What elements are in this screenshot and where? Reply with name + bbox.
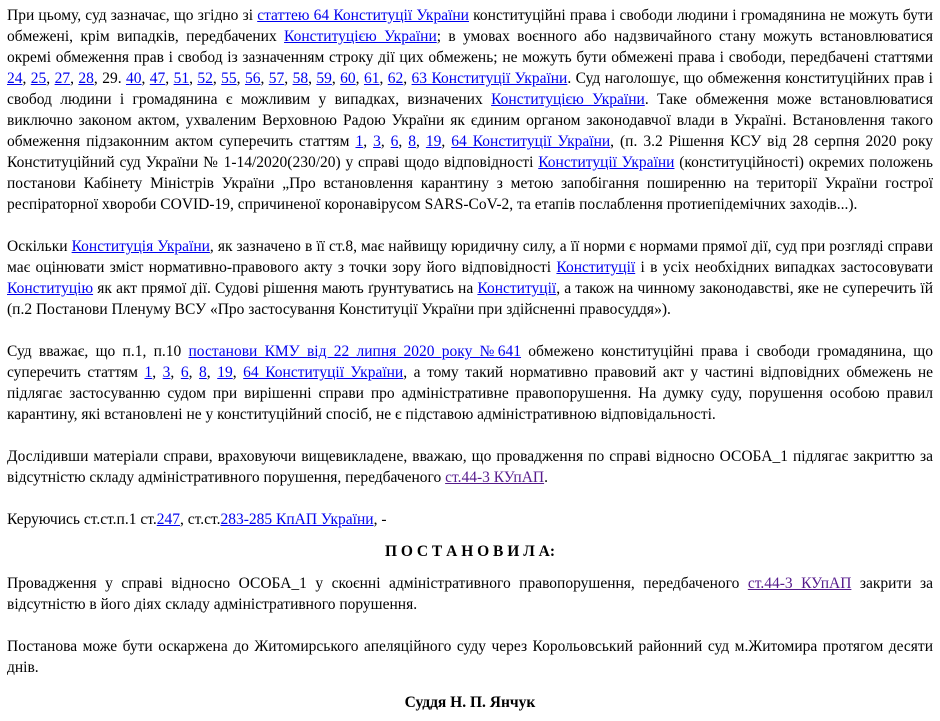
text-run: , <box>212 70 222 87</box>
text-run: як акт прямої дії. Судові рішення мають ґрунтуватись на <box>93 280 478 297</box>
statute-link[interactable]: 19 <box>425 133 442 150</box>
text-run: , - <box>373 511 387 528</box>
statute-link[interactable]: 51 <box>173 70 190 87</box>
text-run: , (п. 3.2 Рішення КСУ від 28 серпня 2020 року Конституційний суд України № 1-14/2020(230/20) у справі щодо відповідності <box>7 133 934 171</box>
statute-link[interactable]: 59 <box>316 70 332 87</box>
statute-link[interactable]: 6 <box>390 133 399 150</box>
statute-link[interactable]: 6 <box>180 364 189 381</box>
statute-link[interactable]: 64 Конституції України <box>451 133 611 150</box>
statute-link[interactable]: 47 <box>149 70 166 87</box>
text-run: , <box>284 70 293 87</box>
paragraph-legal-basis <box>7 509 933 530</box>
statute-link[interactable]: 3 <box>373 133 381 150</box>
statute-link[interactable]: 8 <box>199 364 207 381</box>
text-run: закрити за відсутністю в його діях складу адміністративного порушення. <box>7 575 933 613</box>
text-run: , <box>379 70 388 87</box>
statute-link[interactable]: 3 <box>162 364 171 381</box>
statute-link[interactable]: 27 <box>54 70 71 87</box>
text-run: , а також на чинному законодавстві, яке не суперечить їй (п.2 Постанови Пленуму ВСУ «Про застосування Конституції України при здійсненні правосуддя»). <box>7 280 933 318</box>
text-run: , <box>355 70 364 87</box>
paragraph-constitution-supremacy <box>7 236 933 320</box>
statute-link[interactable]: 55 <box>221 70 237 87</box>
text-run: . Таке обмеження може встановлюватися виключно законом актом, ухваленим Верховною Радою України як єдиним органом законодавчої влади в Україні. Встановлення такого обмеження підзаконним актом суперечить статтям <box>7 91 933 150</box>
text-run: Керуючись ст.ст.п.1 ст. <box>7 511 157 528</box>
paragraph-resolution-closure <box>7 573 933 615</box>
text-run: , <box>232 364 244 381</box>
text-run: , <box>260 70 269 87</box>
statute-link[interactable]: 8 <box>408 133 417 150</box>
text-run: обмежено конституційні права і свободи громадянина, що суперечить статтям <box>7 343 933 381</box>
text-run: , <box>403 70 412 87</box>
paragraph-constitutional-rights-limits <box>7 5 933 215</box>
judge-signature <box>7 692 933 713</box>
statute-link[interactable]: 19 <box>217 364 233 381</box>
text-run: , <box>46 70 55 87</box>
paragraph-case-closure-conclusion <box>7 446 933 488</box>
statute-link[interactable]: ст.44-3 КУпАП <box>747 575 852 592</box>
text-run: , <box>206 364 218 381</box>
statute-link[interactable]: 25 <box>30 70 47 87</box>
text-run: , <box>398 133 409 150</box>
statute-link[interactable]: 1 <box>144 364 153 381</box>
text-run: . Суд наголошує, що обмеження конституційних прав і свобод людини і громадянина є можливим у випадках, визначених <box>7 70 933 108</box>
statute-link[interactable]: ст.44-3 КУпАП <box>445 469 545 486</box>
statute-link[interactable]: 247 <box>156 511 180 528</box>
statute-link[interactable]: Конституцію <box>7 280 94 297</box>
text-run: Оскільки <box>7 238 72 255</box>
text-run: (конституційності) окремих положень постанови Кабінету Міністрів України „Про встановлення карантину з метою запобігання поширенню на території України гострої респіраторної хвороби COVID-19, спричиненої коронавірусом SARS-CoV-2, та етапів послаблення протиепідемічних заходів...). <box>7 154 933 213</box>
statute-link[interactable]: Конституції <box>477 280 557 297</box>
statute-link[interactable]: статтею 64 Конституції України <box>257 7 469 24</box>
statute-link[interactable]: 64 Конституції України <box>243 364 404 381</box>
statute-link[interactable]: 60 <box>340 70 356 87</box>
text-run: , <box>308 70 317 87</box>
text-run: і в усіх необхідних випадках застосовувати <box>635 259 933 276</box>
statute-link[interactable]: постанови КМУ від 22 липня 2020 року №641 <box>188 343 522 360</box>
text-run: , <box>70 70 79 87</box>
paragraph-court-opinion-kmu-641 <box>7 341 933 425</box>
statute-link[interactable]: Конституція України <box>71 238 210 255</box>
text-run: , <box>152 364 163 381</box>
text-run: ; в умовах воєнного або надзвичайного стану можуть встановлюватися окремі обмеження прав і свобод із зазначенням строку дії цих обмежень; не можуть бути обмежені права і свободи, передбачені статтями <box>7 28 933 66</box>
statute-link[interactable]: Конституції <box>556 259 636 276</box>
statute-link[interactable]: 24 <box>7 70 23 87</box>
text-run: , <box>416 133 426 150</box>
text-run: , ст.ст. <box>179 511 221 528</box>
statute-link[interactable]: 28 <box>78 70 94 87</box>
statute-link[interactable]: 56 <box>244 70 261 87</box>
statute-link[interactable]: 58 <box>292 70 309 87</box>
statute-link[interactable]: Конституцією України <box>284 28 437 45</box>
statute-link[interactable]: 62 <box>387 70 404 87</box>
text-run: , <box>331 70 341 87</box>
text-run: , <box>141 70 150 87</box>
text-run: Постанова може бути оскаржена до Житомирського апеляційного суду через Корольовський районний суд м.Житомира протягом десяти днів. <box>7 638 933 676</box>
text-run: , <box>188 364 200 381</box>
statute-link[interactable]: Конституцією України <box>491 91 645 108</box>
statute-link[interactable]: 283-285 КпАП України <box>220 511 374 528</box>
text-run: Дослідивши матеріали справи, враховуючи вищевикладене, вважаю, що провадження по справі відносно ОСОБА_1 підлягає закриттю за відсутністю складу адміністративного порушення, передбаченого <box>7 448 933 486</box>
statute-link[interactable]: 63 Конституції України <box>411 70 568 87</box>
text-run: , <box>380 133 391 150</box>
text-run: , як зазначено в її ст.8, має найвищу юридичну силу, а її норми є нормами прямої дії, суд при розгляді справи має оцінювати зміст нормативно-правового акту з точки зору його відповідності <box>7 238 934 276</box>
text-run: При цьому, суд зазначає, що згідно зі <box>7 7 258 24</box>
text-run: , <box>441 133 452 150</box>
text-run: Провадження у справі відносно ОСОБА_1 у скоєнні адміністративного правопорушення, передбаченого <box>7 575 748 592</box>
statute-link[interactable]: 40 <box>125 70 142 87</box>
text-run: . <box>544 469 548 486</box>
text-run: П О С Т А Н О В И Л А: <box>384 543 555 560</box>
statute-link[interactable]: 52 <box>197 70 213 87</box>
text-run: , <box>189 70 198 87</box>
text-run: , <box>236 70 245 87</box>
text-run: , <box>165 70 174 87</box>
statute-link[interactable]: Конституції України <box>538 154 675 171</box>
text-run: , а тому такий нормативно правовий акт у частині відповідних обмежень не підлягає застосуванню судом при вирішенні справи про адміністративне правопорушення. На думку суду, порушення особою правил карантину, які встановлені не у конституційний спосіб, не є підставою адміністративною відповідальності. <box>7 364 934 423</box>
text-run: , <box>22 70 31 87</box>
text-run: Суддя Н. П. Янчук <box>404 694 536 711</box>
text-run: конституційні права і свободи людини і громадянина не можуть бути обмежені, крім випадків, передбачених <box>7 7 933 45</box>
statute-link[interactable]: 61 <box>363 70 380 87</box>
text-run: , <box>363 133 374 150</box>
statute-link[interactable]: 57 <box>268 70 285 87</box>
resolution-heading <box>7 541 933 562</box>
text-run: , <box>170 364 181 381</box>
text-run: Суд вважає, що п.1, п.10 <box>7 343 189 360</box>
paragraph-appeal-info <box>7 636 933 678</box>
statute-link[interactable]: 1 <box>355 133 364 150</box>
text-run: , 29. <box>93 70 126 87</box>
